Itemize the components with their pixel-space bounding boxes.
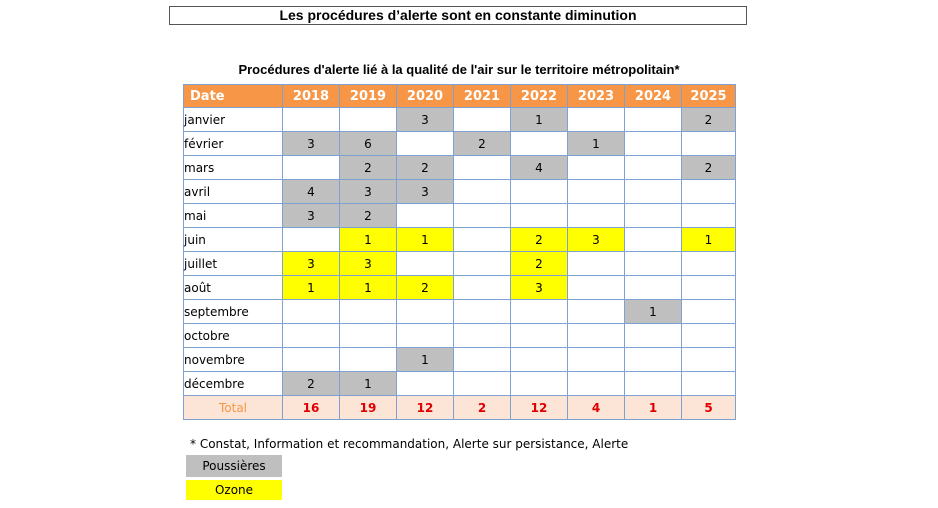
- table-cell: [511, 300, 568, 324]
- table-cell: 1: [511, 108, 568, 132]
- table-title: Procédures d'alerte lié à la qualité de l'air sur le territoire métropolitain*: [238, 62, 680, 77]
- table-cell: [397, 372, 454, 396]
- year-header: 2020: [397, 85, 454, 108]
- table-cell: [283, 300, 340, 324]
- table-cell: 2: [682, 156, 736, 180]
- table-cell: [454, 252, 511, 276]
- table-row: [184, 252, 736, 276]
- table-cell: 2: [511, 252, 568, 276]
- year-header: 2023: [568, 85, 625, 108]
- table-cell: 2: [682, 108, 736, 132]
- table-cell: [511, 180, 568, 204]
- month-label: janvier: [184, 108, 283, 132]
- table-row: [184, 132, 736, 156]
- table-cell: [625, 372, 682, 396]
- table-cell: [682, 180, 736, 204]
- table-cell: [397, 132, 454, 156]
- table-cell: 1: [340, 276, 397, 300]
- alerts-table: [183, 84, 736, 420]
- table-cell: [283, 156, 340, 180]
- table-cell: [283, 324, 340, 348]
- month-label: juin: [184, 228, 283, 252]
- table-cell: 1: [397, 348, 454, 372]
- table-cell: 3: [568, 228, 625, 252]
- table-cell: [568, 156, 625, 180]
- legend-poussieres: Poussières: [186, 455, 282, 477]
- table-cell: [454, 156, 511, 180]
- table-cell: [454, 180, 511, 204]
- table-cell: [511, 204, 568, 228]
- year-header: 2024: [625, 85, 682, 108]
- table-cell: 1: [283, 276, 340, 300]
- month-label: juillet: [184, 252, 283, 276]
- table-cell: [454, 108, 511, 132]
- table-cell: 3: [397, 108, 454, 132]
- table-cell: [568, 108, 625, 132]
- total-value: 19: [340, 396, 397, 420]
- table-cell: 3: [283, 252, 340, 276]
- table-cell: [454, 300, 511, 324]
- table-cell: [340, 108, 397, 132]
- table-cell: [397, 300, 454, 324]
- table-cell: [568, 276, 625, 300]
- month-label: septembre: [184, 300, 283, 324]
- table-cell: [682, 276, 736, 300]
- table-cell: [511, 372, 568, 396]
- table-cell: [625, 204, 682, 228]
- table-cell: [682, 252, 736, 276]
- table-cell: [397, 324, 454, 348]
- table-cell: [682, 132, 736, 156]
- table-cell: [340, 300, 397, 324]
- year-header: 2018: [283, 85, 340, 108]
- table-row: [184, 276, 736, 300]
- table-cell: [682, 324, 736, 348]
- total-row: [184, 396, 736, 420]
- table-cell: 3: [283, 204, 340, 228]
- table-cell: [625, 276, 682, 300]
- table-cell: 1: [397, 228, 454, 252]
- table-cell: [283, 108, 340, 132]
- table-cell: 1: [340, 372, 397, 396]
- table-cell: [454, 324, 511, 348]
- year-header: 2025: [682, 85, 736, 108]
- total-value: 12: [397, 396, 454, 420]
- table-row: [184, 372, 736, 396]
- table-cell: 1: [568, 132, 625, 156]
- table-row: [184, 324, 736, 348]
- table-cell: [454, 348, 511, 372]
- month-label: novembre: [184, 348, 283, 372]
- table-row: [184, 180, 736, 204]
- table-cell: [625, 156, 682, 180]
- table-cell: [283, 348, 340, 372]
- table-cell: [625, 348, 682, 372]
- table-row: [184, 204, 736, 228]
- table-cell: 6: [340, 132, 397, 156]
- table-cell: [454, 276, 511, 300]
- table-cell: [682, 300, 736, 324]
- table-cell: [511, 348, 568, 372]
- table-row: [184, 348, 736, 372]
- table-cell: 2: [397, 156, 454, 180]
- table-cell: [625, 228, 682, 252]
- table-cell: [625, 132, 682, 156]
- table-cell: [568, 252, 625, 276]
- table-cell: [568, 204, 625, 228]
- month-label: mai: [184, 204, 283, 228]
- month-label: août: [184, 276, 283, 300]
- table-cell: 3: [511, 276, 568, 300]
- month-label: février: [184, 132, 283, 156]
- table-cell: [283, 228, 340, 252]
- table-cell: 4: [283, 180, 340, 204]
- table-cell: [625, 252, 682, 276]
- table-cell: 4: [511, 156, 568, 180]
- table-cell: [568, 348, 625, 372]
- table-cell: 3: [397, 180, 454, 204]
- table-cell: 2: [511, 228, 568, 252]
- table-cell: [682, 372, 736, 396]
- table-cell: 2: [454, 132, 511, 156]
- table-cell: [568, 300, 625, 324]
- table-cell: 3: [283, 132, 340, 156]
- table-cell: [454, 228, 511, 252]
- year-header: 2019: [340, 85, 397, 108]
- table-cell: [625, 324, 682, 348]
- table-cell: [568, 372, 625, 396]
- table-cell: 3: [340, 252, 397, 276]
- table-cell: [397, 252, 454, 276]
- total-label: Total: [184, 396, 283, 420]
- headline: Les procédures d’alerte sont en constante diminution: [169, 6, 747, 25]
- table-cell: [568, 324, 625, 348]
- date-header: Date: [184, 85, 283, 108]
- total-value: 12: [511, 396, 568, 420]
- year-header: 2021: [454, 85, 511, 108]
- table-row: [184, 228, 736, 252]
- table-cell: [511, 324, 568, 348]
- table-cell: [454, 372, 511, 396]
- table-cell: 1: [682, 228, 736, 252]
- table-cell: 2: [283, 372, 340, 396]
- table-cell: 1: [340, 228, 397, 252]
- table-cell: [568, 180, 625, 204]
- table-cell: 3: [340, 180, 397, 204]
- footnote: * Constat, Information et recommandation, Alerte sur persistance, Alerte: [190, 437, 629, 451]
- total-value: 16: [283, 396, 340, 420]
- total-value: 2: [454, 396, 511, 420]
- table-row: [184, 108, 736, 132]
- month-label: mars: [184, 156, 283, 180]
- month-label: avril: [184, 180, 283, 204]
- table-cell: 2: [340, 156, 397, 180]
- table-cell: [682, 348, 736, 372]
- table-cell: [625, 108, 682, 132]
- total-value: 4: [568, 396, 625, 420]
- total-value: 1: [625, 396, 682, 420]
- header-row: [184, 85, 736, 108]
- table-cell: [340, 348, 397, 372]
- year-header: 2022: [511, 85, 568, 108]
- table-cell: 2: [340, 204, 397, 228]
- table-row: [184, 156, 736, 180]
- total-value: 5: [682, 396, 736, 420]
- table-cell: [340, 324, 397, 348]
- month-label: décembre: [184, 372, 283, 396]
- table-cell: 2: [397, 276, 454, 300]
- table-cell: [397, 204, 454, 228]
- table-cell: [682, 204, 736, 228]
- table-cell: 1: [625, 300, 682, 324]
- table-cell: [511, 132, 568, 156]
- table-row: [184, 300, 736, 324]
- month-label: octobre: [184, 324, 283, 348]
- legend-ozone: Ozone: [186, 480, 282, 500]
- table-cell: [625, 180, 682, 204]
- table-cell: [454, 204, 511, 228]
